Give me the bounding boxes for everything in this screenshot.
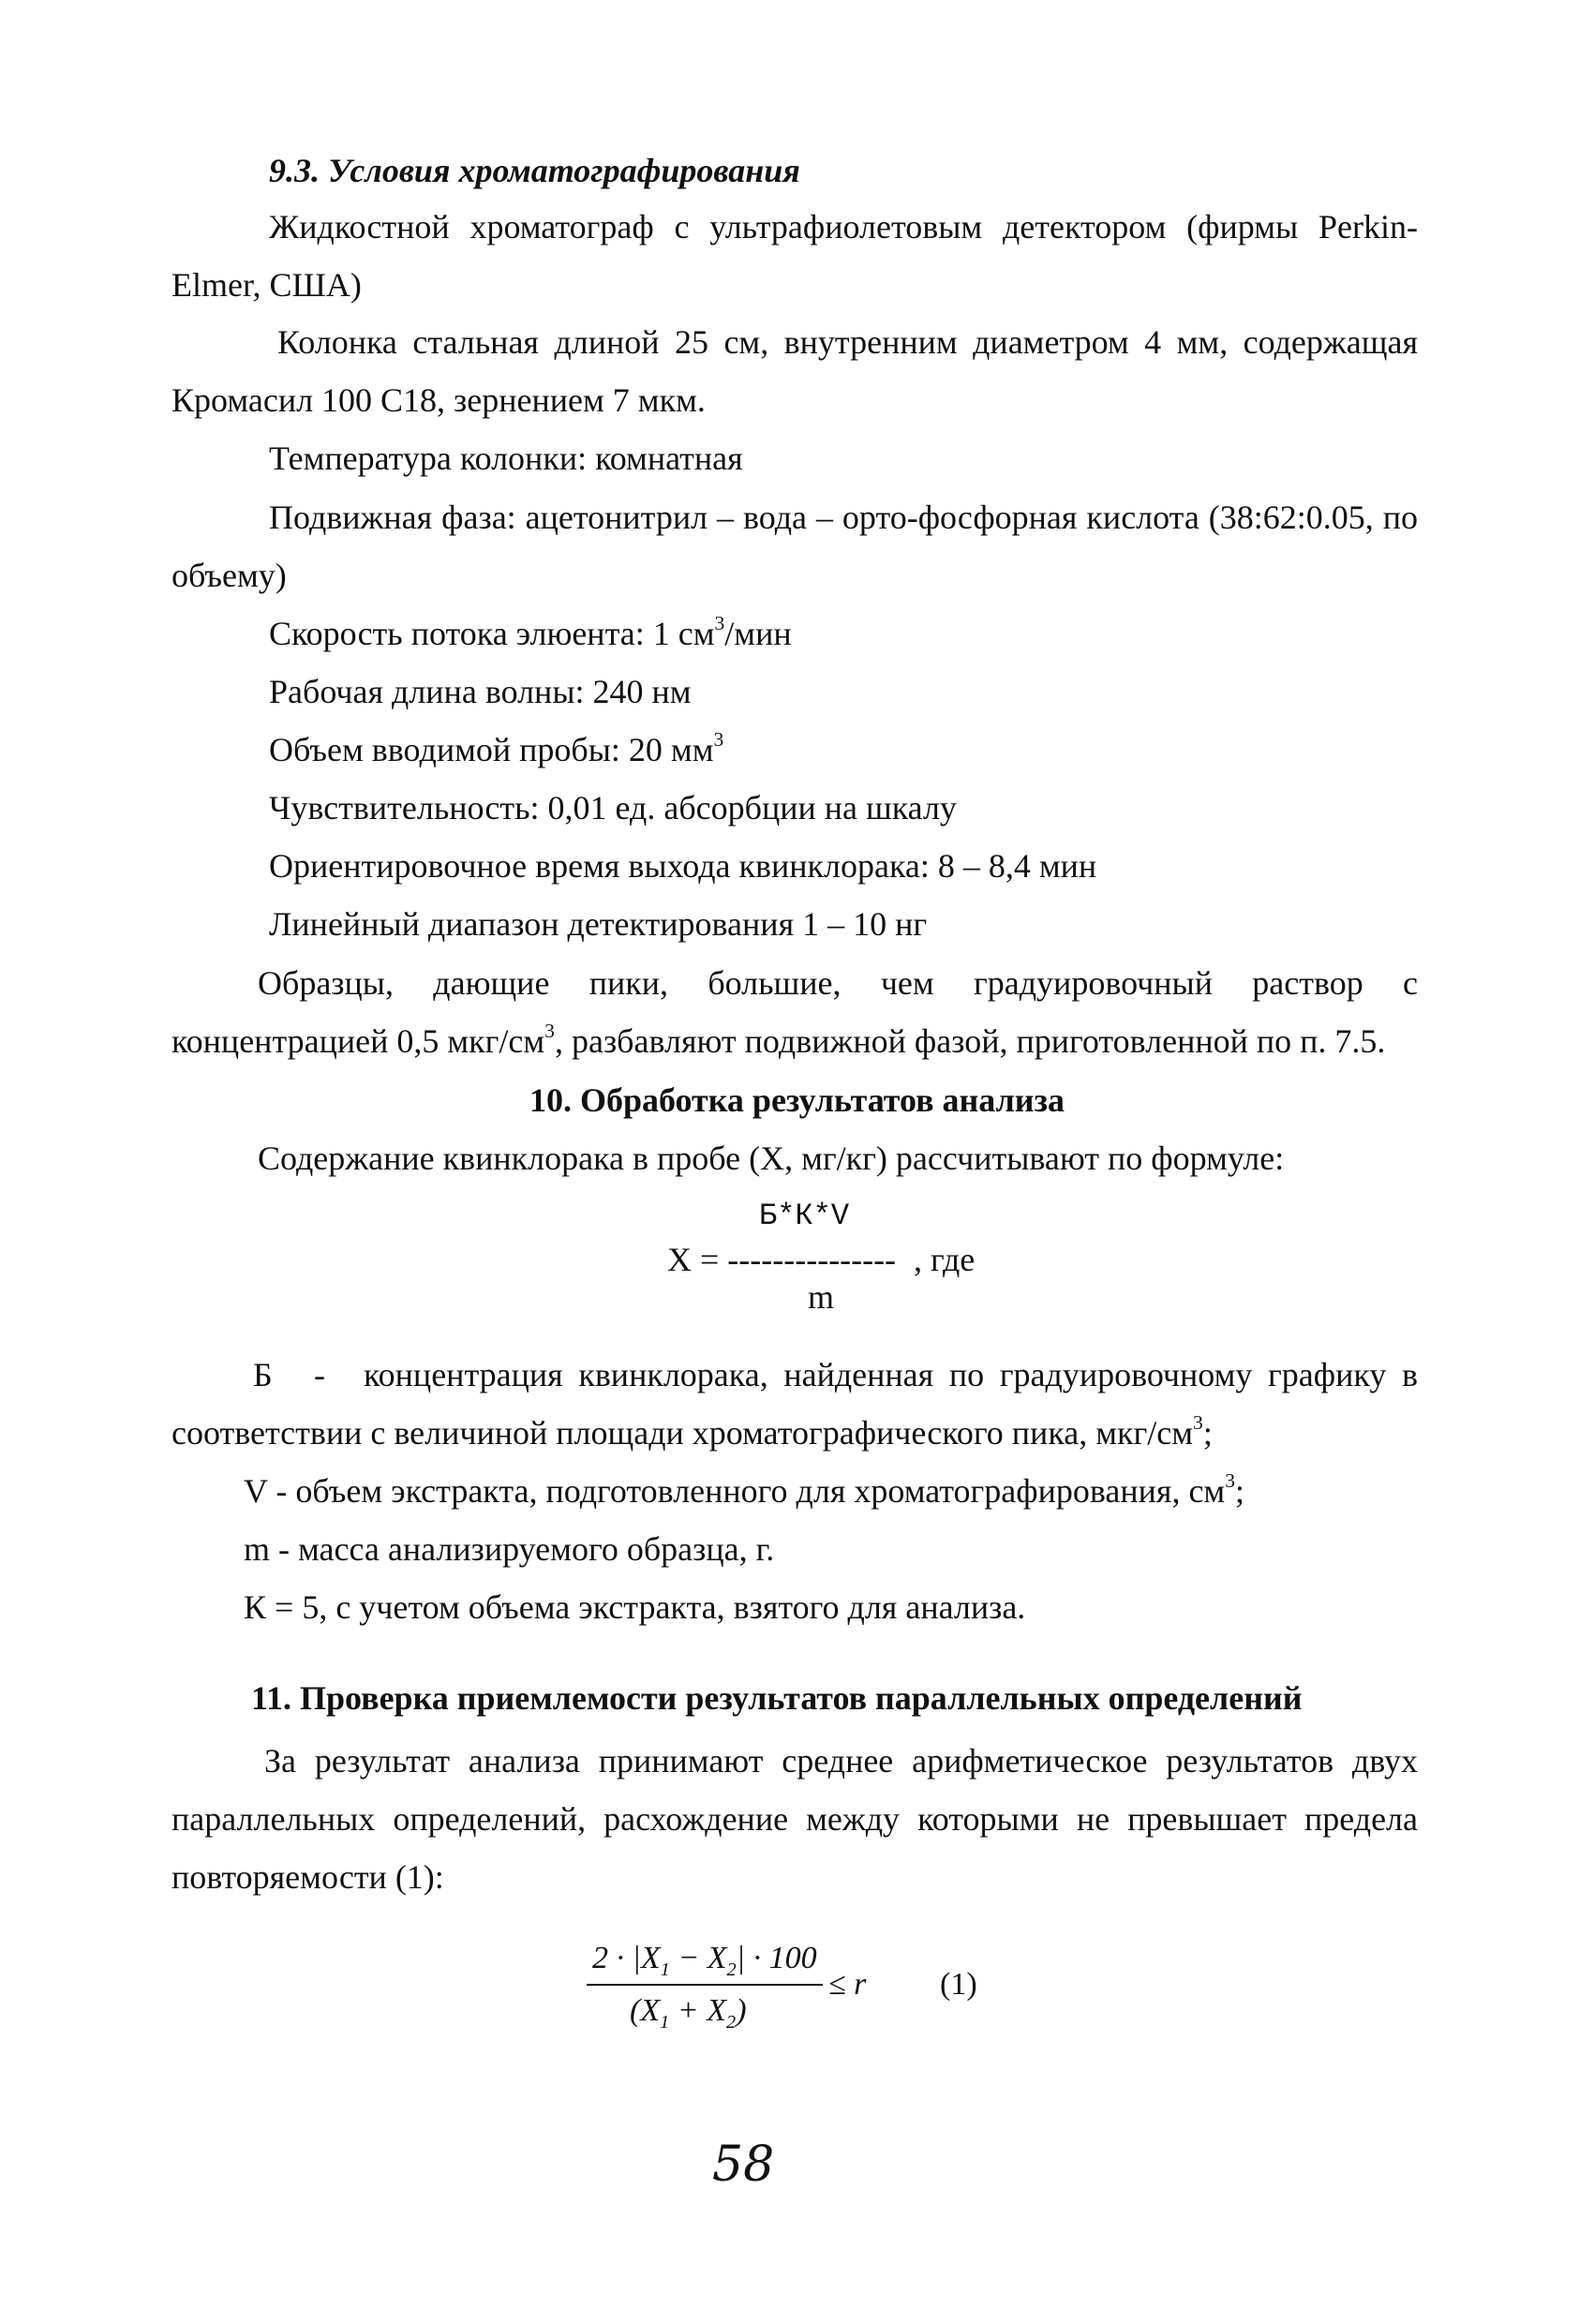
equation-label: (1) bbox=[940, 1967, 977, 2002]
chromatograph-line-2: Elmer, США) bbox=[171, 266, 362, 304]
equation-numerator: $2 \cdot |X_1 - X_2| \cdot 100$ bbox=[592, 1941, 817, 1980]
section-11-heading: 11. Проверка приемлемости результатов параллельных определений bbox=[251, 1679, 1303, 1717]
sensitivity: Чувствительность: 0,01 ед. абсорбции на шкалу bbox=[269, 789, 957, 827]
def-v: V - объем экстракта, подготовленного для хроматографирования, $см^3$; bbox=[244, 1468, 1245, 1510]
linear-range: Линейный диапазон детектирования 1 – 10 нг bbox=[269, 905, 928, 943]
column-line-2: Кромасил 100 С18, зернением 7 мкм. bbox=[171, 381, 706, 419]
equation-denominator: $(X_1 + X_2)$ bbox=[630, 1993, 747, 2033]
column-temperature: Температура колонки: комнатная bbox=[269, 439, 743, 477]
def-b-line-1: концентрация квинклорака, найденная по градуировочному графику в bbox=[364, 1356, 1418, 1393]
mobile-phase-line-2: объему) bbox=[171, 557, 287, 594]
mobile-phase-line-1: Подвижная фаза: ацетонитрил – вода – орто-фосфорная кислота (38:62:0.05, по bbox=[269, 499, 1418, 536]
section-10-intro: Содержание квинклорака в пробе (X, мг/кг) рассчитывают по формуле: bbox=[258, 1140, 1285, 1177]
formula-where: , где bbox=[914, 1241, 976, 1278]
def-b-line-2: соответствии с величиной площади хроматографического пика, мкг/$см^3$; bbox=[171, 1410, 1213, 1452]
section-11-para-line-2: параллельных определений, расхождение между которыми не превышает предела bbox=[171, 1800, 1418, 1838]
chromatograph-line-1: Жидкостной хроматограф с ультрафиолетовым детектором (фирмы Perkin- bbox=[269, 208, 1418, 246]
formula-lhs: X = --------------- bbox=[667, 1241, 897, 1278]
retention-time: Ориентировочное время выхода квинклорака: 8 – 8,4 мин bbox=[269, 847, 1097, 885]
def-m: m - масса анализируемого образца, г. bbox=[244, 1530, 775, 1568]
page-number: 58 bbox=[712, 2137, 775, 2193]
equation-relation: ≤ r bbox=[828, 1967, 867, 2002]
section-11-para-line-1: За результат анализа принимают среднее арифметическое результатов двух bbox=[264, 1742, 1418, 1780]
flow-rate: Скорость потока элюента: 1 $см^3$/мин bbox=[269, 611, 792, 652]
section-9-3-heading: 9.3. Условия хроматографирования bbox=[269, 152, 800, 189]
samples-line-1: Образцы, дающие пики, большие, чем градуировочный раствор с bbox=[258, 964, 1418, 1002]
injection-volume: Объем вводимой пробы: 20 $мм^3$ bbox=[269, 727, 724, 768]
def-k: К = 5, с учетом объема экстракта, взятого для анализа. bbox=[244, 1588, 1026, 1626]
section-10-heading: 10. Обработка результатов анализа bbox=[529, 1081, 1065, 1119]
column-line-1: Колонка стальная длиной 25 см, внутренним диаметром 4 мм, содержащая bbox=[277, 323, 1418, 361]
formula-denominator: m bbox=[808, 1278, 835, 1316]
def-b-symbol: Б bbox=[253, 1356, 273, 1393]
def-b-dash: - bbox=[314, 1356, 325, 1393]
formula-numerator: Б*К*V bbox=[759, 1199, 850, 1233]
wavelength: Рабочая длина волны: 240 нм bbox=[269, 673, 692, 710]
section-11-para-line-3: повторяемости (1): bbox=[171, 1858, 444, 1896]
samples-line-2: концентрацией 0,5 мкг/$см^3$, разбавляют подвижной фазой, приготовленной по п. 7.5. bbox=[171, 1019, 1386, 1060]
equation-fraction-bar bbox=[587, 1984, 823, 1986]
